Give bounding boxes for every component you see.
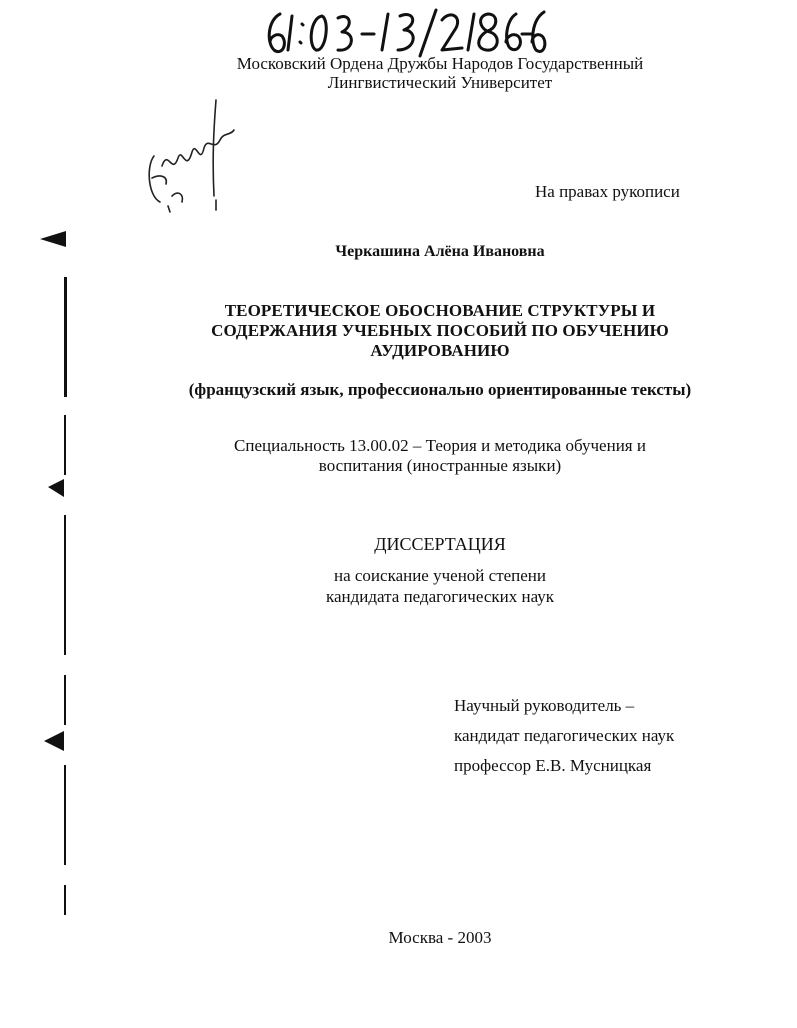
dissertation-subtitle: (французский язык, профессионально ориентированные тексты) — [188, 380, 692, 399]
specialty-line-2: воспитания (иностранные языки) — [318, 456, 562, 475]
title-line-1: ТЕОРЕТИЧЕСКОЕ ОБОСНОВАНИЕ СТРУКТУРЫ И — [224, 301, 656, 320]
degree — [120, 565, 760, 607]
title-line-2: СОДЕРЖАНИЯ УЧЕБНЫХ ПОСОБИЙ ПО ОБУЧЕНИЮ — [211, 321, 669, 340]
document-type: ДИССЕРТАЦИЯ — [374, 534, 506, 554]
city-year: Москва - 2003 — [388, 928, 492, 947]
author-name: Черкашина Алёна Ивановна — [335, 243, 545, 260]
university-name — [120, 54, 760, 92]
degree-line-1: на соискание ученой степени — [333, 566, 547, 585]
title-line-3: АУДИРОВАНИЮ — [370, 341, 510, 360]
handwritten-archive-code — [258, 6, 548, 58]
scientific-advisor — [454, 691, 674, 781]
advisor-line-1: Научный руководитель – — [454, 696, 635, 715]
advisor-line-2: кандидат педагогических наук — [454, 726, 675, 745]
university-line-2: Лингвистический Университет — [327, 73, 553, 92]
scan-margin-marks — [30, 225, 80, 1025]
dissertation-title — [120, 301, 760, 361]
degree-line-2: кандидата педагогических наук — [325, 587, 555, 606]
university-line-1: Московский Ордена Дружбы Народов Государственный — [236, 54, 644, 73]
manuscript-rights: На правах рукописи — [535, 182, 680, 201]
advisor-line-3: профессор Е.В. Мусницкая — [454, 756, 652, 775]
handwritten-signature — [138, 96, 248, 221]
specialty — [120, 436, 760, 476]
specialty-line-1: Специальность 13.00.02 – Теория и методика обучения и — [234, 436, 646, 455]
